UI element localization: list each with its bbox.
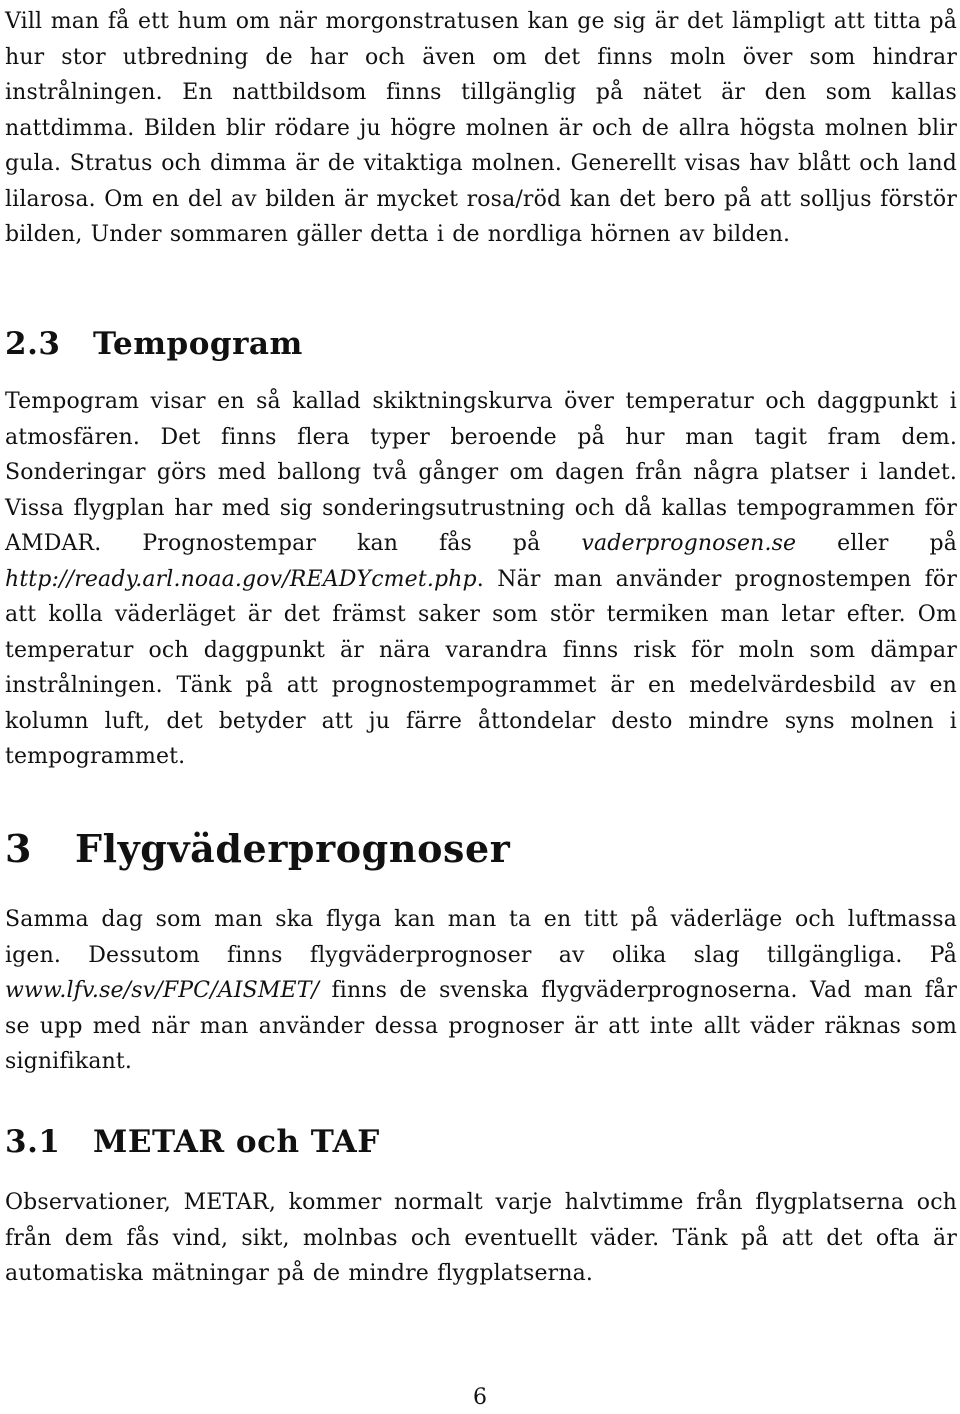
link-vaderprognosen[interactable]: vaderprognosen.se — [581, 531, 797, 556]
paragraph-tempogram — [5, 384, 957, 775]
section-title: METAR och TAF — [93, 1124, 380, 1160]
link-lfv-aismet[interactable]: www.lfv.se/sv/FPC/AISMET/ — [5, 978, 320, 1003]
paragraph-flygvader — [5, 902, 957, 1080]
page-number: 6 — [473, 1385, 487, 1410]
paragraph-nattdimma: Vill man få ett hum om när morgonstratusen kan ge sig är det lämpligt att titta på hur stor utbredning de har och även om det finns moln över som hindrar instrålningen. En nattbildsom finns tillgänglig på nätet är den som kallas nattdimma. Bilden blir rödare ju högre molnen är och de allra högsta molnen blir gula. Stratus och dimma är de vitaktiga molnen. Generellt visas hav blått och land lilarosa. Om en del av bilden är mycket rosa/röd kan det bero på att solljus förstör bilden, Under sommaren gäller detta i de nordliga hörnen av bilden. — [5, 9, 957, 247]
section-title: Flygväderprognoser — [75, 826, 511, 871]
paragraph-text: eller på — [837, 531, 957, 556]
section-title: Tempogram — [93, 326, 303, 362]
paragraph-text: finns de svenska flygväderprognoserna. Vad man får se upp med när man använder dessa prognoser är att inte allt väder räknas som signifikant. — [5, 978, 957, 1074]
paragraph-metar: Observationer, METAR, kommer normalt varje halvtimme från flygplatserna och från dem fås vind, sikt, molnbas och eventuellt väder. Tänk på att det ofta är automatiska mätningar på de mindre flygplatserna. — [5, 1190, 957, 1286]
paragraph-text: Tempogram visar en så kallad skiktningskurva över temperatur och daggpunkt i atmosfären. Det finns flera typer beroende på hur man tagit fram dem. Sonderingar görs med ballong två gånger om dagen från några platser i landet. Vissa flygplan har med sig sonderingsutrustning och då kallas tempogrammen för AMDAR. Prognostempar kan fås på — [5, 389, 957, 556]
subsection-heading-metar-taf — [5, 1124, 380, 1160]
section-number: 2.3 — [5, 326, 61, 362]
section-number: 3 — [5, 826, 33, 871]
paragraph-text: . När man använder prognostempen för att kolla väderläget är det främst saker som stör termiken man letar efter. Om temperatur och daggpunkt är nära varandra finns risk för moln som dämpar instrålningen. Tänk på att prognostempogrammet är en medelvärdesbild av en kolumn luft, det betyder att ju färre åttondelar desto mindre syns molnen i tempogrammet. — [5, 566, 957, 769]
section-number: 3.1 — [5, 1124, 61, 1160]
subsection-heading-tempogram — [5, 326, 303, 362]
section-heading-flygvaderprognoser — [5, 826, 510, 871]
paragraph-text: Samma dag som man ska flyga kan man ta en titt på väderläge och luftmassa igen. Dessutom finns flygväderprognoser av olika slag tillgängliga. På — [5, 907, 957, 968]
link-noaa-ready[interactable]: http://ready.arl.noaa.gov/READYcmet.php — [5, 566, 477, 592]
